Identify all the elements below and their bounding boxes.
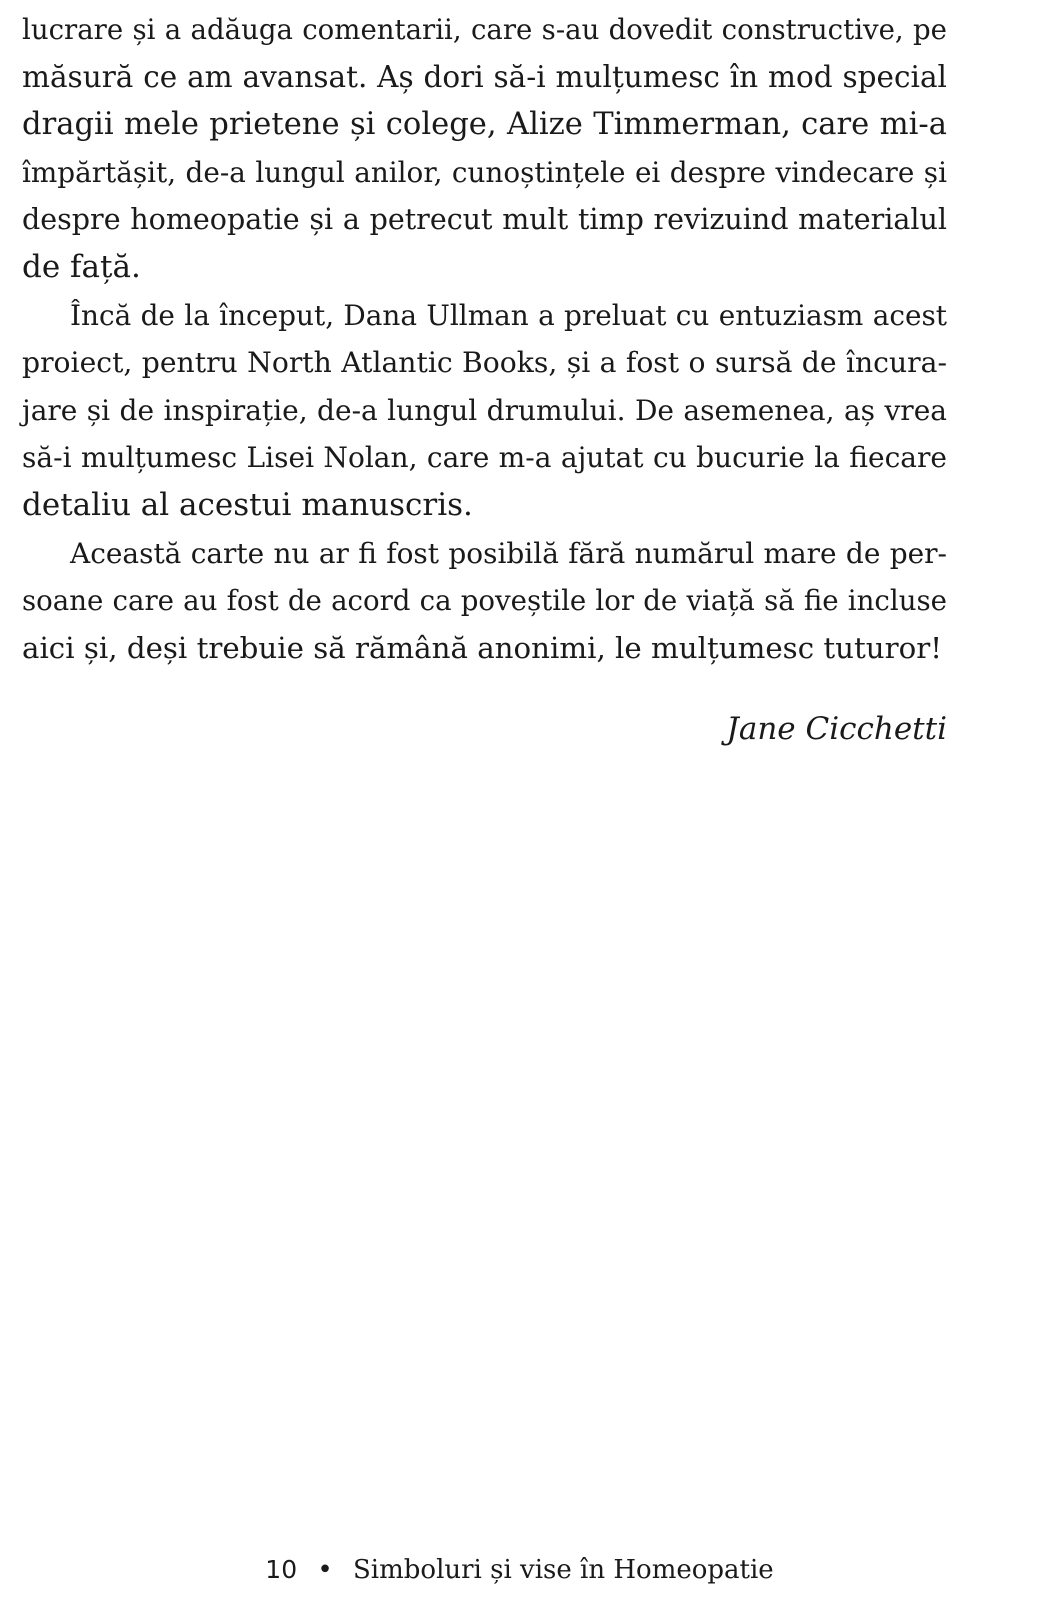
text-line: de față. — [22, 248, 141, 285]
paragraph-2 — [22, 292, 947, 530]
paragraph-3 — [22, 530, 947, 673]
author-signature: Jane Cicchetti — [726, 711, 947, 748]
text-line: aici și, deși trebuie să rămână anonimi, le mulțumesc tuturor! — [22, 630, 942, 665]
text-line: măsură ce am avansat. Aș dori să-i mulțumesc în mod special — [22, 59, 947, 94]
text-line: să-i mulțumesc Lisei Nolan, care m-a ajutat cu bucurie la fiecare — [22, 441, 947, 475]
page-footer — [0, 1550, 1039, 1590]
text-line: despre homeopatie și a petrecut mult timp revizuind materialul — [22, 203, 947, 237]
text-line: jare și de inspirație, de-a lungul drumului. De asemenea, aș vrea — [22, 393, 947, 427]
text-line: dragii mele prietene și colege, Alize Timmerman, care mi-a — [22, 107, 947, 143]
paragraph-1 — [22, 6, 947, 292]
text-line: Această carte nu ar fi fost posibilă fără numărul mare de per- — [70, 536, 947, 570]
text-line: lucrare și a adăuga comentarii, care s-au dovedit constructive, pe — [22, 13, 947, 46]
book-title: Simboluri și vise în Homeopatie — [352, 1555, 774, 1585]
text-line: Încă de la început, Dana Ullman a preluat cu entuziasm acest — [70, 298, 947, 332]
page-number: 10 — [265, 1555, 298, 1584]
text-line: soane care au fost de acord ca poveștile lor de viață să fie incluse — [22, 584, 947, 618]
text-line: împărtășit, de-a lungul anilor, cunoștințele ei despre vindecare și — [22, 155, 947, 189]
footer-separator: • — [317, 1555, 333, 1585]
text-line: proiect, pentru North Atlantic Books, și a fost o sursă de încura- — [22, 346, 947, 380]
page-body — [22, 6, 947, 754]
text-line: detaliu al acestui manuscris. — [22, 486, 473, 523]
